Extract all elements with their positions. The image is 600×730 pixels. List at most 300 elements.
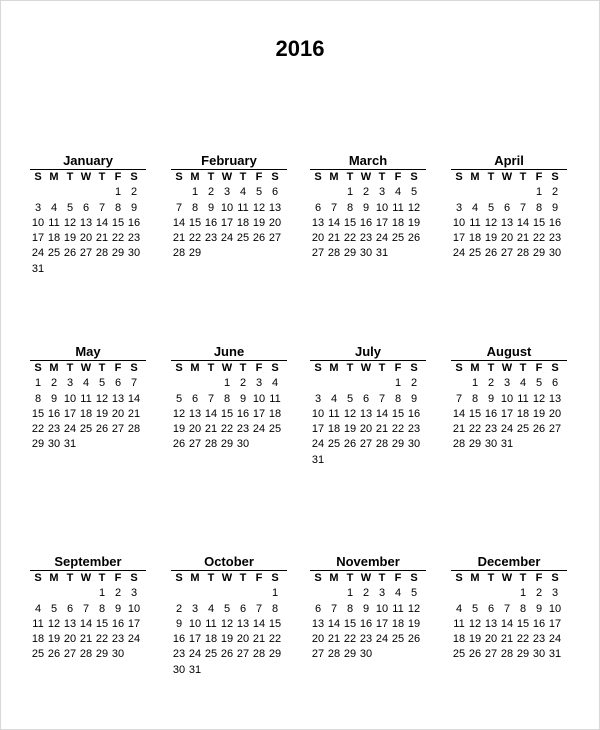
day-cell: 23 — [532, 633, 546, 646]
day-cell: 8 — [346, 602, 354, 615]
weekday-header: W — [80, 171, 92, 183]
day-cell: 26 — [343, 438, 357, 451]
month-march — [310, 152, 426, 262]
day-cell: 2 — [535, 587, 543, 600]
weekday-header: M — [190, 572, 200, 584]
week-row — [30, 407, 142, 422]
day-cell: 14 — [327, 216, 341, 229]
week-row — [171, 647, 283, 662]
day-cell: 28 — [327, 247, 341, 260]
week-row — [30, 376, 142, 391]
weekday-header-row — [451, 571, 563, 586]
weekday-header: M — [49, 171, 59, 183]
weekday-header: M — [329, 572, 339, 584]
day-cell — [62, 185, 78, 200]
day-cell: 30 — [47, 438, 61, 451]
day-cell: 18 — [79, 407, 93, 420]
weekday-header: T — [98, 362, 106, 374]
day-cell: 26 — [47, 648, 61, 661]
day-cell: 11 — [205, 617, 217, 630]
day-cell: 3 — [130, 587, 138, 600]
day-cell: 28 — [252, 648, 266, 661]
day-cell: 29 — [391, 438, 405, 451]
day-cell: 8 — [535, 201, 543, 214]
day-cell: 8 — [223, 392, 231, 405]
week-row — [451, 617, 563, 632]
day-cell: 5 — [471, 602, 479, 615]
month-august — [451, 343, 567, 453]
weekday-header: T — [66, 171, 74, 183]
week-row — [171, 632, 283, 647]
day-cell: 26 — [172, 438, 186, 451]
day-cell: 9 — [551, 201, 559, 214]
week-row — [451, 216, 563, 231]
day-cell: 15 — [268, 617, 282, 630]
day-cell: 5 — [66, 201, 74, 214]
weekday-header-row — [310, 361, 422, 376]
month-name: March — [348, 153, 388, 168]
day-cell: 19 — [468, 633, 482, 646]
weekday-header: T — [239, 572, 247, 584]
weekday-header: S — [455, 362, 463, 374]
day-cell: 14 — [172, 216, 186, 229]
day-cell: 23 — [359, 232, 373, 245]
day-cell: 20 — [236, 633, 250, 646]
day-cell: 31 — [63, 438, 77, 451]
day-cell — [531, 437, 547, 452]
day-cell: 28 — [500, 648, 514, 661]
day-cell: 11 — [453, 617, 465, 630]
day-cell: 1 — [346, 186, 354, 199]
week-row — [30, 647, 142, 662]
day-cell: 7 — [82, 602, 90, 615]
day-cell: 20 — [268, 216, 282, 229]
weekday-header: S — [551, 171, 559, 183]
week-row — [310, 185, 422, 200]
day-cell: 2 — [410, 377, 418, 390]
day-cell: 13 — [268, 201, 282, 214]
day-cell: 1 — [471, 377, 479, 390]
day-cell: 6 — [314, 201, 322, 214]
day-cell: 10 — [31, 216, 45, 229]
day-cell: 10 — [311, 407, 325, 420]
weekday-header: F — [535, 362, 543, 374]
day-cell: 21 — [204, 423, 218, 436]
month-table — [310, 571, 422, 663]
weekday-header: S — [551, 362, 559, 374]
day-cell: 29 — [188, 247, 202, 260]
weekday-header: W — [360, 171, 372, 183]
day-cell — [451, 185, 467, 200]
day-cell: 17 — [375, 617, 389, 630]
month-may — [30, 343, 146, 453]
day-cell: 2 — [114, 587, 122, 600]
day-cell: 19 — [407, 216, 421, 229]
day-cell: 27 — [311, 648, 325, 661]
day-cell: 22 — [532, 232, 546, 245]
day-cell: 12 — [95, 392, 109, 405]
weekday-header-row — [171, 170, 283, 185]
day-cell: 25 — [204, 648, 218, 661]
day-cell: 18 — [236, 216, 250, 229]
day-cell: 29 — [343, 648, 357, 661]
day-cell: 20 — [359, 423, 373, 436]
day-cell — [78, 262, 94, 277]
day-cell: 22 — [343, 633, 357, 646]
day-cell: 16 — [47, 407, 61, 420]
day-cell: 8 — [346, 201, 354, 214]
day-cell: 27 — [484, 648, 498, 661]
day-cell: 27 — [111, 423, 125, 436]
weekday-header: T — [487, 171, 495, 183]
month-table — [171, 170, 283, 262]
weekday-header: W — [501, 171, 513, 183]
weekday-header: M — [329, 171, 339, 183]
day-cell: 12 — [407, 201, 421, 214]
day-cell: 12 — [63, 216, 77, 229]
day-cell: 16 — [111, 617, 125, 630]
weekday-header: S — [130, 362, 138, 374]
day-cell — [406, 453, 422, 468]
week-row — [30, 262, 142, 277]
day-cell: 30 — [236, 438, 250, 451]
day-cell: 3 — [66, 377, 74, 390]
day-cell: 3 — [378, 186, 386, 199]
day-cell — [126, 437, 142, 452]
month-name: August — [486, 344, 532, 359]
day-cell: 14 — [252, 617, 266, 630]
day-cell: 7 — [330, 602, 338, 615]
day-cell: 8 — [271, 602, 279, 615]
week-row — [171, 586, 283, 601]
day-cell: 23 — [407, 423, 421, 436]
weekday-header: S — [34, 572, 42, 584]
day-cell — [310, 376, 326, 391]
month-november — [310, 553, 426, 663]
weekday-header: T — [378, 362, 386, 374]
day-cell: 15 — [343, 617, 357, 630]
day-cell — [467, 185, 483, 200]
day-cell — [515, 185, 531, 200]
weekday-header: S — [551, 572, 559, 584]
day-cell: 14 — [204, 407, 218, 420]
day-cell: 19 — [172, 423, 186, 436]
day-cell: 7 — [175, 201, 183, 214]
day-cell: 26 — [468, 648, 482, 661]
day-cell: 12 — [532, 392, 546, 405]
weekday-header-row — [30, 571, 142, 586]
month-december — [451, 553, 567, 663]
day-cell: 19 — [220, 633, 234, 646]
day-cell: 5 — [98, 377, 106, 390]
day-cell — [358, 453, 374, 468]
day-cell: 2 — [362, 186, 370, 199]
day-cell: 30 — [548, 247, 562, 260]
day-cell: 12 — [172, 407, 186, 420]
weekday-header: F — [535, 171, 543, 183]
day-cell: 6 — [271, 186, 279, 199]
week-row — [310, 647, 422, 662]
month-table — [451, 170, 563, 262]
week-row — [171, 422, 283, 437]
week-row — [451, 392, 563, 407]
day-cell: 3 — [314, 392, 322, 405]
day-cell: 27 — [359, 438, 373, 451]
weekday-header: T — [98, 572, 106, 584]
weekday-header: M — [329, 362, 339, 374]
day-cell: 18 — [452, 633, 466, 646]
day-cell: 7 — [98, 201, 106, 214]
day-cell: 20 — [311, 232, 325, 245]
day-cell: 12 — [484, 216, 498, 229]
day-cell: 9 — [207, 201, 215, 214]
day-cell: 14 — [327, 617, 341, 630]
weekday-header: W — [501, 572, 513, 584]
weekday-header: S — [130, 572, 138, 584]
day-cell: 20 — [484, 633, 498, 646]
day-cell: 22 — [468, 423, 482, 436]
day-cell: 1 — [34, 377, 42, 390]
day-cell — [30, 586, 46, 601]
day-cell: 4 — [471, 201, 479, 214]
day-cell — [358, 376, 374, 391]
week-row — [30, 617, 142, 632]
day-cell: 16 — [548, 216, 562, 229]
day-cell: 24 — [311, 438, 325, 451]
day-cell: 17 — [500, 407, 514, 420]
day-cell: 22 — [31, 423, 45, 436]
day-cell: 14 — [516, 216, 530, 229]
day-cell: 27 — [236, 648, 250, 661]
day-cell: 30 — [532, 648, 546, 661]
day-cell: 20 — [500, 232, 514, 245]
day-cell — [374, 376, 390, 391]
week-row — [451, 632, 563, 647]
day-cell: 29 — [95, 648, 109, 661]
weekday-header: M — [49, 362, 59, 374]
weekday-header: F — [114, 171, 122, 183]
day-cell: 23 — [359, 633, 373, 646]
day-cell: 29 — [111, 247, 125, 260]
month-name: September — [54, 554, 122, 569]
day-cell: 30 — [111, 648, 125, 661]
day-cell: 10 — [500, 392, 514, 405]
day-cell: 17 — [63, 407, 77, 420]
day-cell: 23 — [127, 232, 141, 245]
day-cell: 15 — [188, 216, 202, 229]
day-cell: 19 — [532, 407, 546, 420]
day-cell: 11 — [392, 602, 404, 615]
week-row — [171, 392, 283, 407]
week-row — [451, 201, 563, 216]
day-cell — [219, 663, 235, 678]
day-cell: 5 — [223, 602, 231, 615]
day-cell: 15 — [220, 407, 234, 420]
day-cell: 29 — [31, 438, 45, 451]
day-cell: 29 — [268, 648, 282, 661]
week-row — [30, 632, 142, 647]
day-cell: 23 — [204, 232, 218, 245]
day-cell: 25 — [47, 247, 61, 260]
day-cell: 9 — [114, 602, 122, 615]
day-cell — [326, 453, 342, 468]
day-cell: 9 — [239, 392, 247, 405]
day-cell — [171, 376, 187, 391]
day-cell: 4 — [50, 201, 58, 214]
week-row — [171, 437, 283, 452]
day-cell: 23 — [484, 423, 498, 436]
day-cell: 19 — [63, 232, 77, 245]
day-cell — [203, 376, 219, 391]
day-cell: 5 — [50, 602, 58, 615]
day-cell — [235, 246, 251, 261]
weekday-header-row — [310, 170, 422, 185]
weekday-header: M — [190, 362, 200, 374]
day-cell: 13 — [548, 392, 562, 405]
weekday-header: T — [207, 171, 215, 183]
day-cell: 11 — [80, 392, 92, 405]
day-cell: 16 — [484, 407, 498, 420]
day-cell: 28 — [172, 247, 186, 260]
weekday-header: F — [394, 171, 402, 183]
day-cell: 20 — [111, 407, 125, 420]
day-cell: 21 — [79, 633, 93, 646]
day-cell — [235, 663, 251, 678]
month-name: July — [354, 344, 381, 359]
day-cell — [374, 647, 390, 662]
week-row — [171, 663, 283, 678]
day-cell: 9 — [487, 392, 495, 405]
day-cell: 10 — [220, 201, 234, 214]
day-cell: 17 — [311, 423, 325, 436]
day-cell: 21 — [252, 633, 266, 646]
weekday-header: W — [221, 171, 233, 183]
day-cell: 24 — [31, 247, 45, 260]
day-cell: 11 — [32, 617, 44, 630]
day-cell: 21 — [95, 232, 109, 245]
day-cell: 7 — [378, 392, 386, 405]
day-cell: 14 — [500, 617, 514, 630]
week-row — [310, 422, 422, 437]
week-row — [30, 602, 142, 617]
day-cell: 4 — [394, 186, 402, 199]
month-september — [30, 553, 146, 663]
week-row — [310, 453, 422, 468]
day-cell: 14 — [452, 407, 466, 420]
weekday-header: T — [66, 362, 74, 374]
day-cell: 17 — [252, 407, 266, 420]
day-cell: 19 — [47, 633, 61, 646]
day-cell: 3 — [503, 377, 511, 390]
day-cell: 22 — [516, 633, 530, 646]
day-cell: 18 — [391, 216, 405, 229]
day-cell: 8 — [98, 602, 106, 615]
day-cell: 20 — [311, 633, 325, 646]
day-cell — [219, 586, 235, 601]
day-cell: 31 — [311, 453, 325, 466]
weekday-header: T — [98, 171, 106, 183]
week-row — [30, 216, 142, 231]
day-cell: 27 — [63, 648, 77, 661]
day-cell: 8 — [34, 392, 42, 405]
day-cell: 5 — [175, 392, 183, 405]
day-cell: 31 — [500, 438, 514, 451]
day-cell: 13 — [79, 216, 93, 229]
day-cell — [342, 453, 358, 468]
day-cell: 14 — [95, 216, 109, 229]
weekday-header: W — [221, 572, 233, 584]
day-cell: 16 — [359, 617, 373, 630]
day-cell: 21 — [172, 232, 186, 245]
day-cell — [326, 185, 342, 200]
day-cell: 21 — [452, 423, 466, 436]
day-cell: 6 — [314, 602, 322, 615]
weekday-header: S — [314, 572, 322, 584]
month-name: November — [336, 554, 400, 569]
day-cell: 24 — [220, 232, 234, 245]
weekday-header-row — [171, 571, 283, 586]
day-cell: 12 — [407, 602, 421, 615]
day-cell: 18 — [327, 423, 341, 436]
week-row — [30, 422, 142, 437]
day-cell: 26 — [407, 232, 421, 245]
weekday-header-row — [310, 571, 422, 586]
day-cell — [94, 437, 110, 452]
day-cell — [499, 586, 515, 601]
day-cell: 22 — [111, 232, 125, 245]
weekday-header: F — [114, 572, 122, 584]
day-cell — [267, 663, 283, 678]
week-row — [310, 586, 422, 601]
weekday-header: W — [360, 572, 372, 584]
day-cell: 25 — [236, 232, 250, 245]
day-cell: 28 — [95, 247, 109, 260]
day-cell: 15 — [111, 216, 125, 229]
day-cell — [110, 262, 126, 277]
day-cell: 4 — [455, 602, 463, 615]
day-cell: 4 — [34, 602, 42, 615]
day-cell: 2 — [487, 377, 495, 390]
month-april — [451, 152, 567, 262]
day-cell: 27 — [188, 438, 202, 451]
day-cell: 13 — [500, 216, 514, 229]
day-cell — [451, 376, 467, 391]
weekday-header-row — [451, 170, 563, 185]
day-cell: 9 — [362, 602, 370, 615]
day-cell — [326, 586, 342, 601]
week-row — [310, 376, 422, 391]
day-cell: 23 — [172, 648, 186, 661]
month-table — [30, 170, 142, 277]
day-cell: 14 — [375, 407, 389, 420]
day-cell: 20 — [188, 423, 202, 436]
day-cell: 1 — [394, 377, 402, 390]
day-cell: 27 — [268, 232, 282, 245]
day-cell: 24 — [63, 423, 77, 436]
day-cell — [326, 376, 342, 391]
day-cell — [515, 437, 531, 452]
day-cell — [251, 437, 267, 452]
day-cell: 19 — [484, 232, 498, 245]
day-cell: 5 — [535, 377, 543, 390]
day-cell: 22 — [391, 423, 405, 436]
weekday-header: T — [346, 572, 354, 584]
day-cell: 25 — [268, 423, 282, 436]
day-cell — [187, 586, 203, 601]
week-row — [30, 246, 142, 261]
day-cell: 2 — [551, 186, 559, 199]
week-row — [451, 602, 563, 617]
